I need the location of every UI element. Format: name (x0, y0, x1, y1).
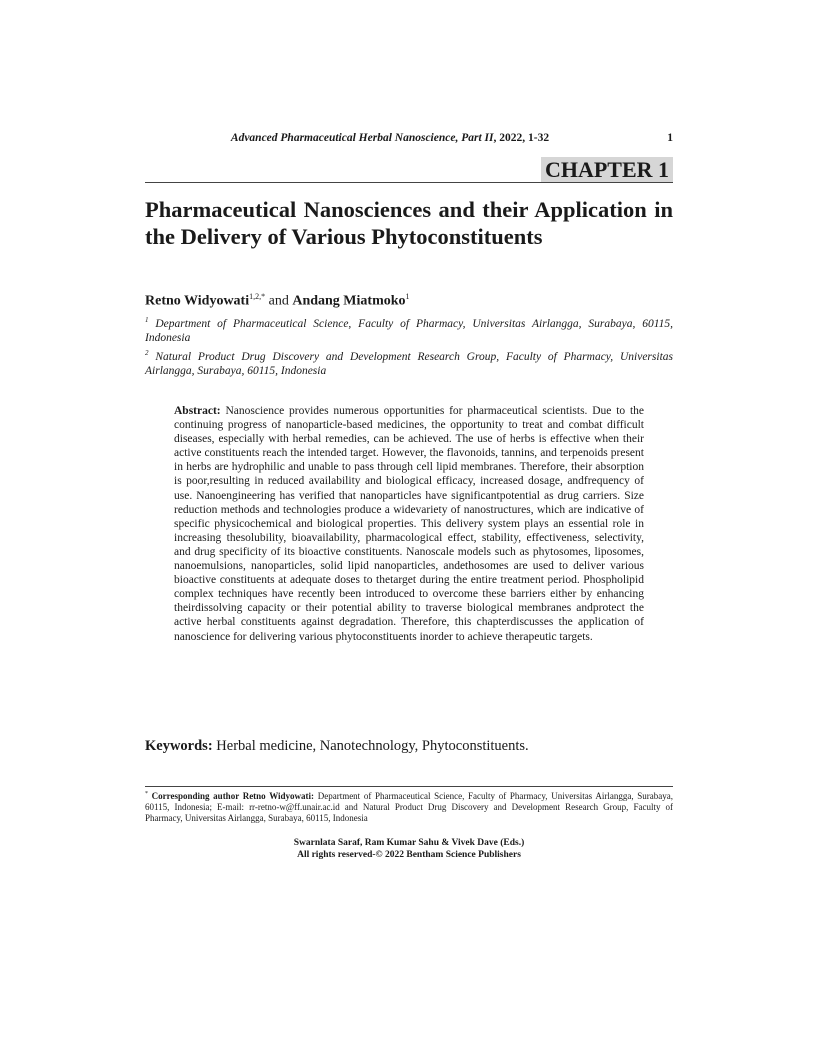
keywords-label: Keywords: (145, 738, 213, 754)
footnote-label: Corresponding author Retno Widyowati: (151, 791, 315, 801)
affiliation-text: Natural Product Drug Discovery and Development Research Group, Faculty of Pharmacy, Universitas Airlangga, Surabaya, 60115, Indonesia (145, 350, 673, 377)
book-title: Advanced Pharmaceutical Herbal Nanoscience, Part II (230, 132, 494, 144)
footnote-divider (145, 786, 673, 787)
author-conjunction: and (265, 293, 293, 309)
keywords (145, 737, 529, 755)
citation: , 2022, 1-32 (493, 132, 550, 144)
chapter-title: Pharmaceutical Nanosciences and their Application in the Delivery of Various Phytoconstituents (145, 197, 673, 249)
page-number: 1 (667, 132, 673, 144)
abstract (174, 404, 644, 644)
copyright: All rights reserved-© 2022 Bentham Science Publishers (297, 849, 521, 860)
abstract-label: Abstract: (174, 405, 221, 417)
author-name: Andang Miatmoko (292, 293, 406, 309)
author-name: Retno Widyowati (145, 293, 250, 309)
journal-citation (145, 132, 635, 144)
chapter-label: CHAPTER 1 (541, 157, 673, 183)
footnote-mark: * (145, 791, 148, 797)
affiliation-mark: 1 (145, 316, 149, 324)
header-divider (145, 182, 673, 183)
publisher-info (145, 838, 673, 861)
footnote-text: Department of Pharmaceutical Science, Faculty of Pharmacy, Universitas Airlangga, Surabaya, 60115, Indonesia; E-mail: rr-retno-w@ff.unair.ac.id and Natural Product Drug Discovery and Development Research Group, Faculty of Pharmacy, Universitas Airlangga, Surabaya, 60115, Indonesia (145, 791, 673, 824)
affiliation-text: Department of Pharmaceutical Science, Faculty of Pharmacy, Universitas Airlangga, Surabaya, 60115, Indonesia (145, 317, 674, 344)
running-head (145, 132, 673, 148)
editors: Swarnlata Saraf, Ram Kumar Sahu & Vivek Dave (Eds.) (293, 838, 525, 848)
footnote (145, 789, 673, 825)
affiliation-mark: 2 (145, 349, 149, 357)
affiliation (145, 313, 673, 345)
author-affiliation-marks: 1 (405, 292, 410, 301)
keywords-text: Herbal medicine, Nanotechnology, Phytoconstituents. (216, 738, 529, 754)
affiliation (145, 346, 673, 378)
author-affiliation-marks: 1,2,* (249, 292, 266, 301)
author-list (145, 288, 410, 311)
abstract-text: Nanoscience provides numerous opportunities for pharmaceutical scientists. Due to the continuing progress of nanoparticle-based medicines, the opportunity to treat and combat difficult diseases, especially with herbal remedies, can be achieved. The use of herbs is effective when their active constituents reach the intended target. However, the flavonoids, tannins, and terpenoids present in herbs are hydrophilic and unable to pass through cell lipid membranes. Therefore, their absorption is poor,resulting in reduced availability and biological efficacy, increased dosage, andfrequency of use. Nanoengineering has verified that nanoparticles have significantpotential as drug carriers. Size reduction methods and technologies produce a widevariety of nanostructures, which are indicative of specific physicochemical and biological properties. This delivery system plays an essential role in increasing thesolubility, bioavailability, pharmacological effect, stability, effectiveness, selectivity, and drug specificity of its bioactive constituents. Nanoscale models such as phytosomes, liposomes, nanoemulsions, nanoparticles, solid lipid nanoparticles, andethosomes are used to deliver various bioactive constituents at adequate doses to thetarget during the entire treatment period. Phospholipid complex techniques have recently been introduced to overcome these barriers either by enhancing theirdissolving capacity or their potential ability to traverse biological membranes andprotect the active herbal constituents against degradation. Therefore, this chapterdiscusses the application of nanoscience for delivering various phytoconstituents inorder to achieve therapeutic targets. (174, 405, 645, 643)
